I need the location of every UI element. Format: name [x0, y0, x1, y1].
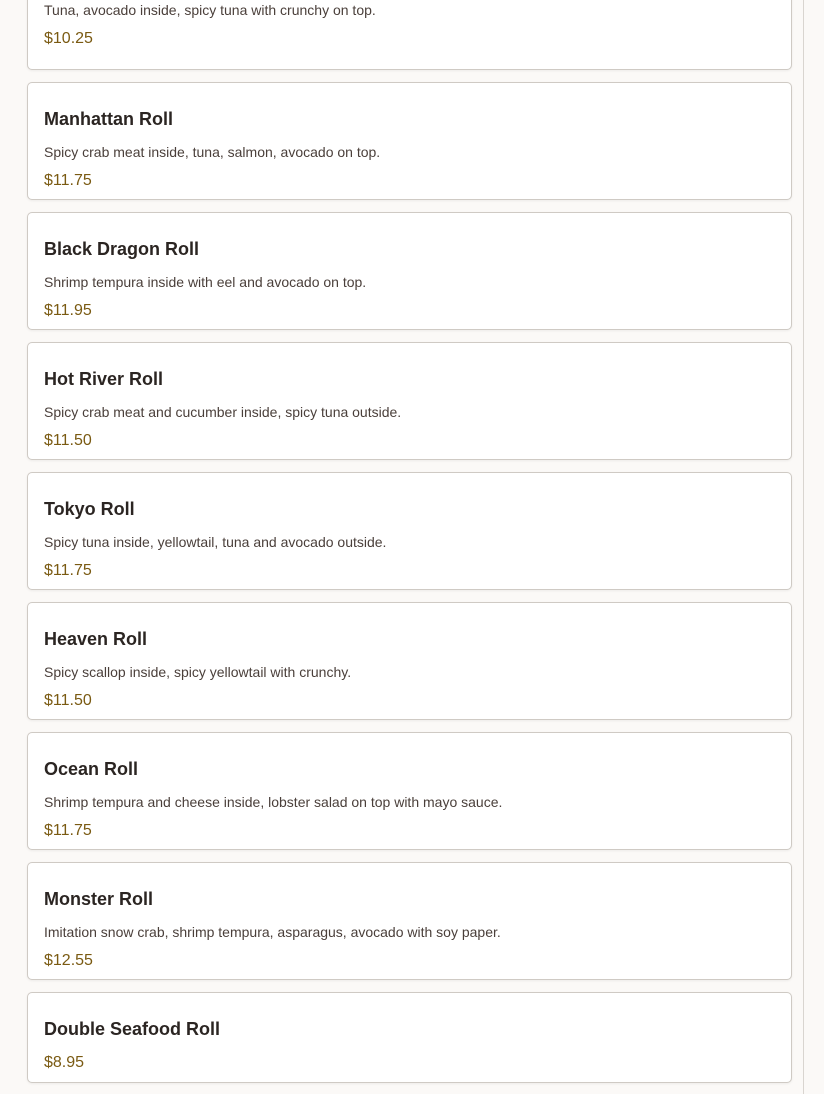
- menu-item-card[interactable]: [27, 472, 792, 590]
- menu-item-name: Ocean Roll: [44, 759, 139, 779]
- menu-item-card[interactable]: [27, 732, 792, 850]
- menu-item-name: Hot River Roll: [44, 369, 164, 389]
- menu-item-name: Tokyo Roll: [44, 499, 135, 519]
- menu-item-price: $11.50: [44, 692, 92, 709]
- menu-item-card[interactable]: [27, 212, 792, 330]
- menu-item-card[interactable]: [27, 862, 792, 980]
- menu-item-price: $11.75: [44, 822, 92, 839]
- menu-item-name: Manhattan Roll: [44, 109, 173, 129]
- menu-item-description: Spicy crab meat inside, tuna, salmon, avocado on top.: [44, 144, 381, 160]
- menu-item-price: $11.95: [44, 302, 92, 319]
- menu-item-price: $11.50: [44, 432, 92, 449]
- menu-item-card[interactable]: [27, 342, 792, 460]
- menu-item-price: $8.95: [44, 1054, 85, 1071]
- menu-item-price: $11.75: [44, 562, 92, 579]
- menu-item-description: Imitation snow crab, shrimp tempura, asparagus, avocado with soy paper.: [44, 924, 501, 940]
- menu-item-name: Double Seafood Roll: [44, 1019, 221, 1039]
- menu-item-description: Spicy crab meat and cucumber inside, spicy tuna outside.: [44, 404, 402, 420]
- menu-item-card[interactable]: [27, 992, 792, 1083]
- menu-item-description: Spicy tuna inside, yellowtail, tuna and avocado outside.: [44, 534, 387, 550]
- menu-item-price: $10.25: [44, 30, 93, 47]
- menu-item-price: $11.75: [44, 172, 92, 189]
- menu-item-card[interactable]: [27, 0, 792, 70]
- menu-item-description: Spicy scallop inside, spicy yellowtail with crunchy.: [44, 664, 352, 680]
- menu-item-description: Shrimp tempura inside with eel and avocado on top.: [44, 274, 367, 290]
- scrollbar-track[interactable]: [803, 0, 804, 1094]
- menu-item-card[interactable]: [27, 82, 792, 200]
- menu-item-name: Heaven Roll: [44, 629, 148, 649]
- menu-item-price: $12.55: [44, 952, 93, 969]
- menu-item-description: Shrimp tempura and cheese inside, lobster salad on top with mayo sauce.: [44, 794, 503, 810]
- menu-item-name: Black Dragon Roll: [44, 239, 200, 259]
- menu-item-card[interactable]: [27, 602, 792, 720]
- menu-item-description: Tuna, avocado inside, spicy tuna with crunchy on top.: [44, 2, 376, 18]
- menu-item-name: Monster Roll: [44, 889, 154, 909]
